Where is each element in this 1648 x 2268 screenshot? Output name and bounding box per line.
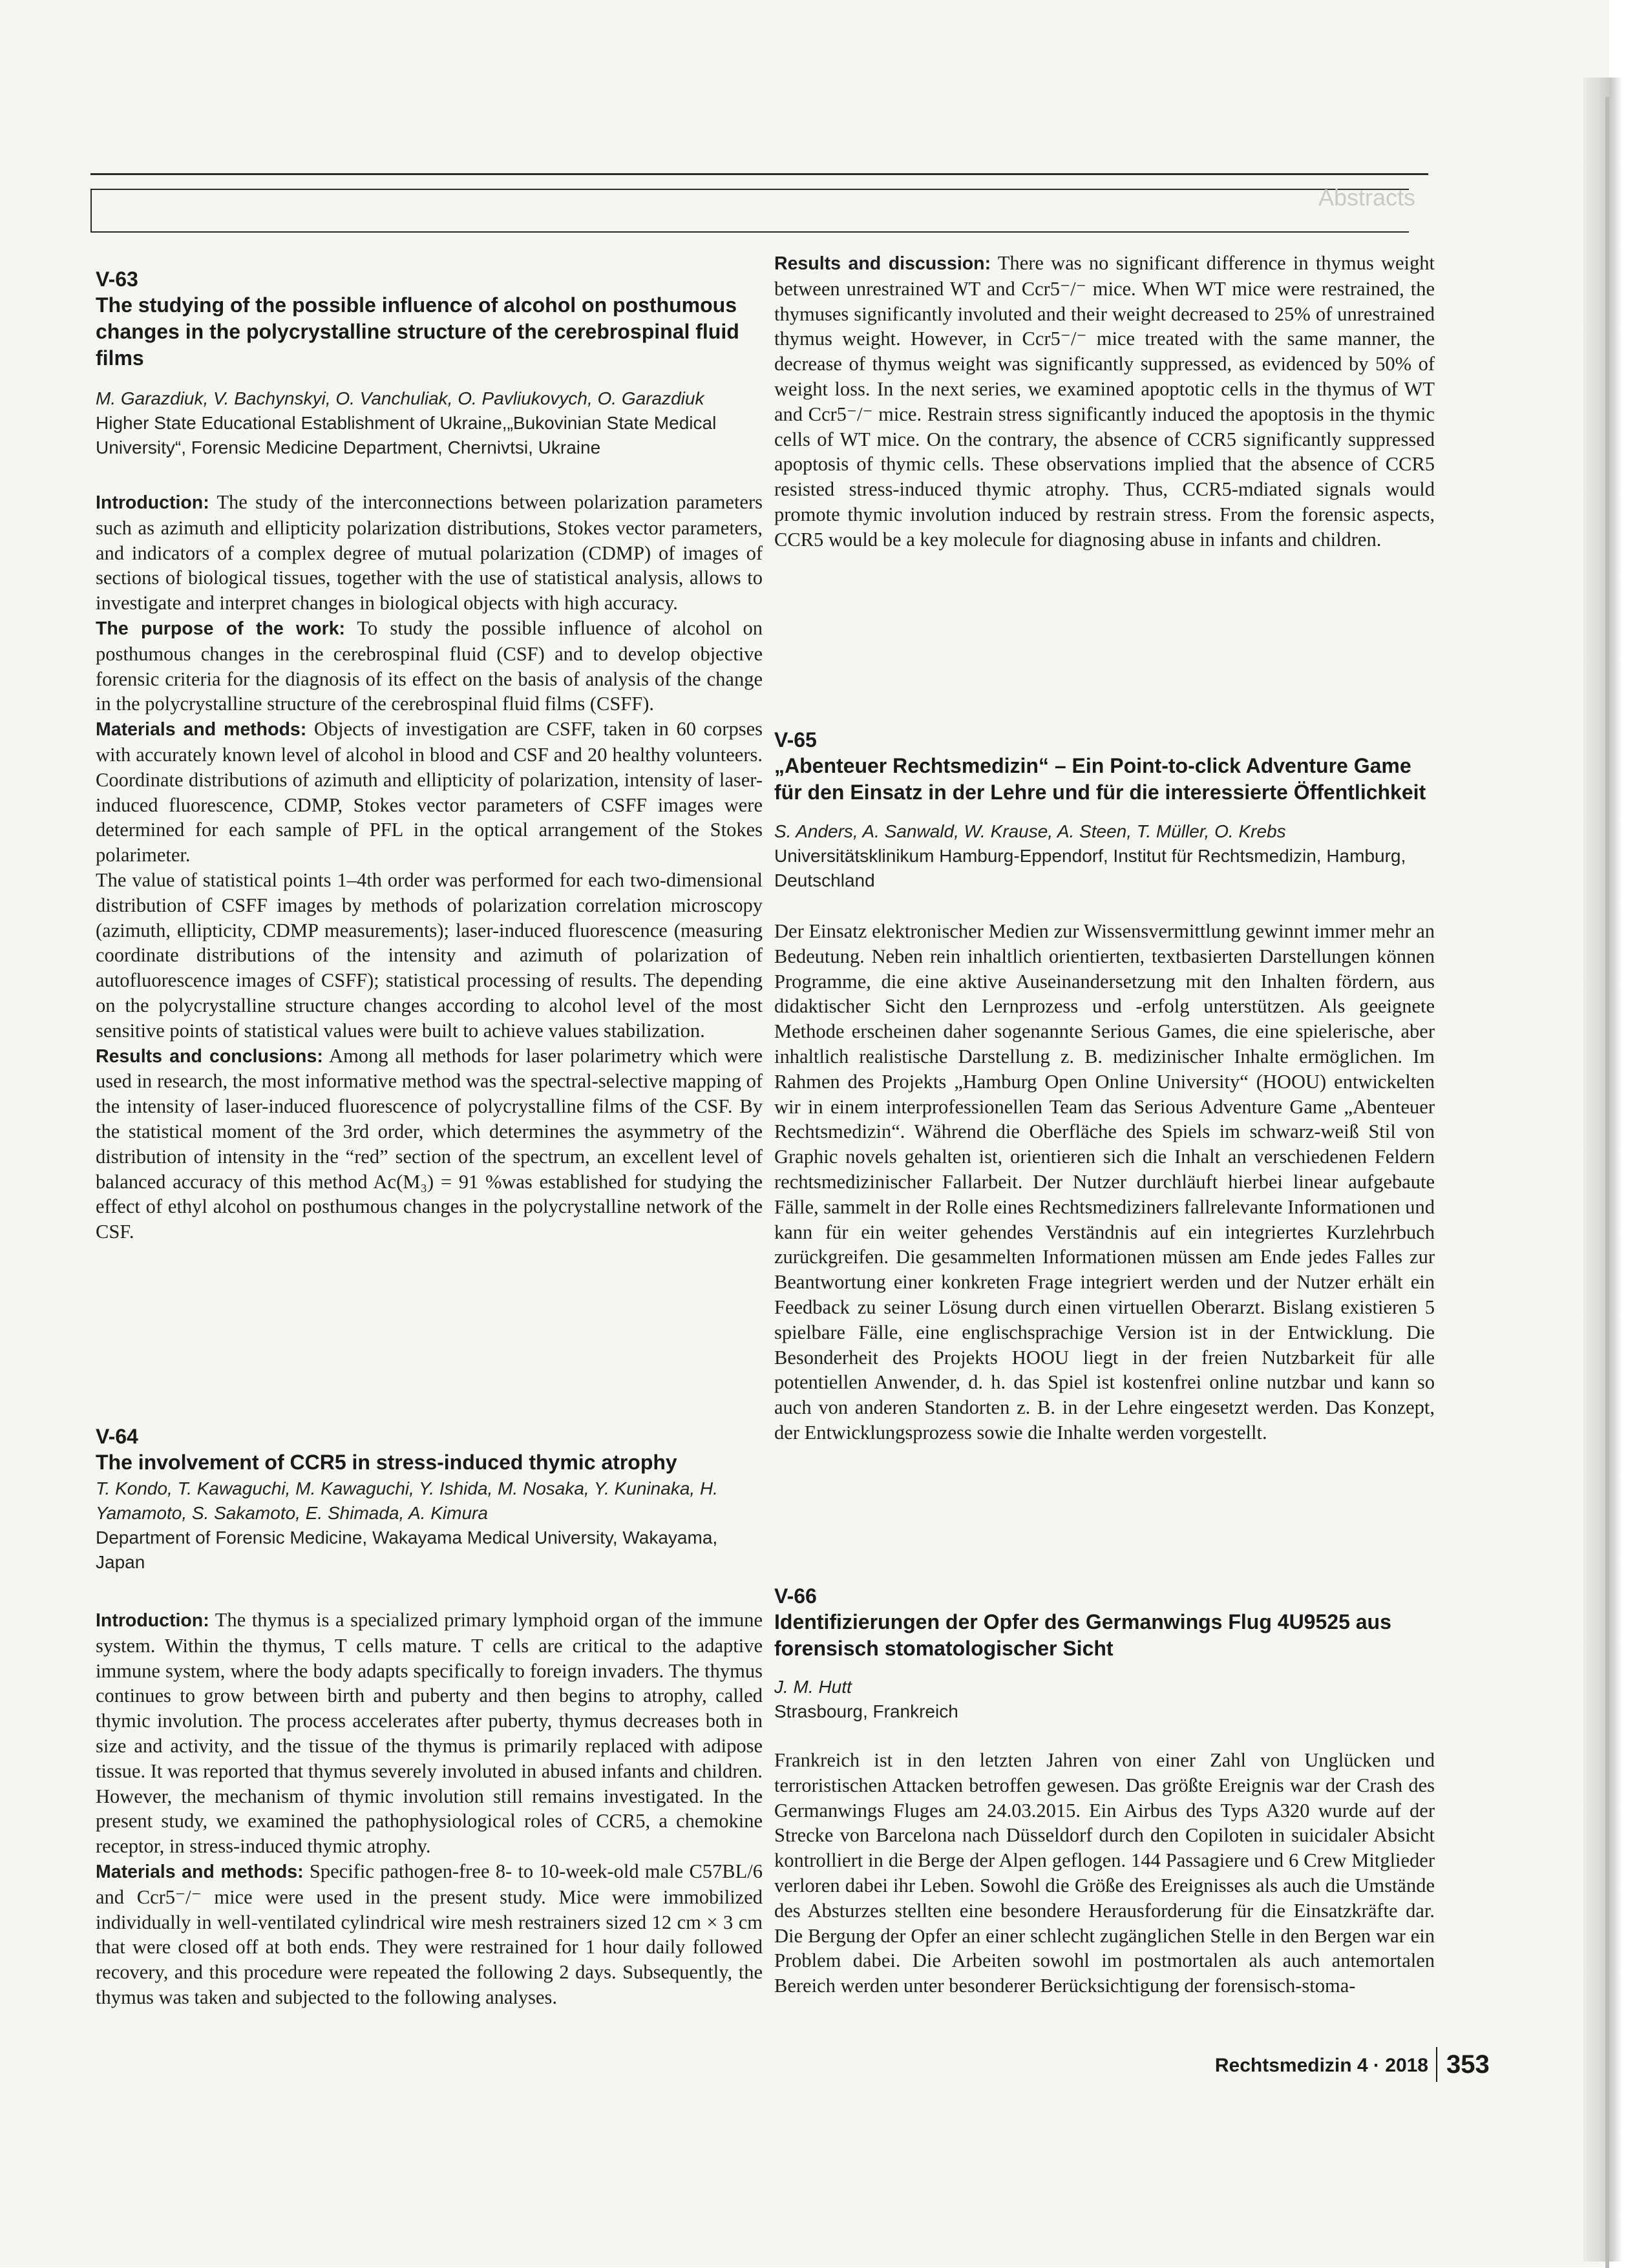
abstract-affiliation: Department of Forensic Medicine, Wakayama Medical University, Wakayama, Japan	[96, 1528, 718, 1572]
abstract-v63-header	[96, 266, 763, 372]
abstract-affiliation: Higher State Educational Establishment of Ukraine,„Bukovinian State Medical University“, Forensic Medicine Department, Chernivtsi, Ukraine	[96, 413, 717, 457]
text-methods: Specific pathogen-free 8- to 10-week-old male C57BL/6 and Ccr5⁻/⁻ mice were used in the present study. Mice were immobilized individually in well-ventilated cylindrical wire mesh restrainers sized 12 cm × 3 cm that were closed off at both ends. They were restrained for 1 hour daily followed recovery, and this procedure were repeated the following 2 days. Subsequently, the thymus was taken and subjected to the following analyses.	[96, 1860, 763, 2008]
abstract-v65-body	[774, 919, 1435, 1445]
paragraph-body: Frankreich ist in den letzten Jahren von einer Zahl von Unglücken und terroristischen Attacken betroffen gewesen. Das größte Ereignis war der Crash des Germanwings Fluges am 24.03.2015. Ein Airbus des Typs A320 wurde auf der Strecke von Barcelona nach Düsseldorf durch den Copiloten in suicidaler Absicht kontrolliert in die Berge der Alpen geflogen. 144 Passagiere und 6 Crew Mitglieder verloren dabei ihr Leben. Sowohl die Größe des Ereignisses als auch die Umstände des Absturzes stellten eine besondere Herausforderung für die Einsatzkräfte dar. Die Bergung der Opfer an einer schlecht zugänglichen Stelle in den Bergen war ein Problem dabei. Die Arbeiten sowohl im postmortalen als auch antemortalen Bereich werden unter besonderer Berücksichtigung der forensisch-stoma-	[774, 1749, 1435, 1997]
abstract-authors: J. M. Hutt	[774, 1677, 852, 1697]
paragraph-body: Der Einsatz elektronischer Medien zur Wissensvermittlung gewinnt immer mehr an Bedeutung. Neben rein inhaltlich orientierten, textbasierten Darstellungen können Programme, die eine aktive Auseinandersetzung mit den Inhalten fördern, aus didaktischer Sicht den Lernprozess und -erfolg unterstützen. Als geeignete Methode erscheinen daher sogenannte Serious Games, die eine spielerische, aber inhaltlich realistische Darstellung z. B. medizinischer Inhalte ermöglichen. Im Rahmen des Projekts „Hamburg Open Online University“ (HOOU) entwickelten wir in einem interprofessionellen Team das Serious Adventure Game „Abenteuer Rechtsmedizin“. Während die Oberfläche des Spiels im schwarz-weiß Stil von Graphic novels gehalten ist, orientieren sich die Inhalt an verschiedenen Feldern rechtsmedizinischer Fallarbeit. Der Nutzer durchläuft hierbei linear aufgebaute Fälle, sammelt in der Rolle eines Rechtsmediziners fallrelevante Informationen und kann für ein weiter gehendes Verständnis auf ein integriertes Kurzlehrbuch zurückgreifen. Die gesammelten Informationen müssen am Ende jedes Falles zur Beantwortung einer konkreten Frage integriert werden und der Nutzer erhält ein Feedback zu seiner Lösung durch einen virtuellen Oberarzt. Bislang existieren 5 spielbare Fälle, eine englischsprachige Version ist in der Entwicklung. Die Besonderheit des Projekts HOOU liegt in der freien Nutzbarkeit für alle potentiellen Anwender, d. h. das Spiel ist kostenfrei online nutzbar und kann so auch von anderen Standorten z. B. in der Lehre eingesetzt werden. Das Konzept, der Entwicklungsprozess sowie die Inhalte werden vorgestellt.	[774, 920, 1435, 1444]
abstract-v63-body	[96, 490, 763, 1244]
abstract-v64-continued	[774, 251, 1435, 552]
abstract-affiliation: Strasbourg, Frankreich	[774, 1701, 958, 1721]
paragraph-results	[96, 1044, 763, 1244]
abstract-v64-body	[96, 1608, 763, 2060]
page-number: 353	[1446, 2050, 1490, 2079]
paragraph-introduction	[96, 1608, 763, 1859]
label-introduction: Introduction:	[96, 1610, 209, 1631]
paragraph-results	[774, 251, 1435, 552]
label-results: Results and conclusions:	[96, 1045, 323, 1067]
paragraph-introduction	[96, 490, 763, 616]
abstract-v66-header	[774, 1583, 1435, 1662]
abstract-code: V-64	[96, 1425, 138, 1448]
abstract-code: V-63	[96, 268, 138, 291]
abstract-v66-meta	[774, 1675, 1435, 1724]
paragraph-methods	[96, 717, 763, 868]
abstract-title: The studying of the possible influence of alcohol on posthumous changes in the polycrystalline structure of the cerebrospinal fluid films	[96, 293, 739, 370]
paragraph-methods	[96, 1859, 763, 2010]
label-purpose: The purpose of the work:	[96, 618, 346, 639]
text-results: Among all methods for laser polarimetry which were used in research, the most informative method was the spectral-selective mapping of the intensity of laser-induced fluorescence of polycrystalline films of the CSF. By the statistical moment of the 3rd order, which determines the asymmetry of the distribution of intensity in the “red” section of the spectrum, an excellent level of balanced accuracy of this method Ac(M₃) = 91 %was established for studying the effect of ethyl alcohol on posthumous changes in the polycrystalline network of the CSF.	[96, 1044, 763, 1243]
abstract-v63-meta	[96, 386, 763, 460]
section-label: Abstracts	[1318, 184, 1415, 211]
abstract-title: The involvement of CCR5 in stress-induced thymic atrophy	[96, 1451, 677, 1474]
abstract-code: V-65	[774, 728, 817, 751]
abstract-v65-header	[774, 727, 1435, 806]
text-introduction: The thymus is a specialized primary lymphoid organ of the immune system. Within the thymus, T cells mature. T cells are critical to the adaptive immune system, where the body adapts specifically to foreign invaders. The thymus continues to grow between birth and puberty and then begins to atrophy, called thymic involution. The process accelerates after puberty, thymus decreases both in size and activity, and the tissue of the thymus is primarily replaced with adipose tissue. It was reported that thymus severely involuted in abused infants and children. However, the mechanism of thymic involution still remains investigated. In the present study, we examined the pathophysiological roles of CCR5, a chemokine receptor, in stress-induced thymic atrophy.	[96, 1609, 763, 1858]
header-box	[90, 189, 1409, 233]
abstract-title: Identifizierungen der Opfer des Germanwings Flug 4U9525 aus forensisch stomatologischer Sicht	[774, 1610, 1391, 1660]
journal-issue: Rechtsmedizin 4 · 2018	[1214, 2055, 1428, 2076]
abstract-title: „Abenteuer Rechtsmedizin“ – Ein Point-to-click Adventure Game für den Einsatz in der Lehre und für die interessierte Öffentlichkeit	[774, 754, 1426, 804]
text-introduction: The study of the interconnections between polarization parameters such as azimuth and ellipticity polarization distributions, Stokes vector parameters, and indicators of a complex degree of mutual polarization (CDMP) of images of sections of biological tissues, together with the use of statistical analysis, allows to investigate and interpret changes in biological objects with high accuracy.	[96, 491, 763, 614]
page-edge-shading	[1583, 78, 1622, 2262]
abstract-authors: S. Anders, A. Sanwald, W. Krause, A. Steen, T. Müller, O. Krebs	[774, 821, 1286, 841]
label-methods: Materials and methods:	[96, 1861, 304, 1882]
abstract-v65-meta	[774, 819, 1435, 893]
abstract-v64-header	[96, 1423, 763, 1476]
paragraph-methods-continued: The value of statistical points 1–4th order was performed for each two-dimensional distribution of CSFF images by methods of polarization correlation microscopy (azimuth, ellipticity, CDMP measurements); laser-induced fluorescence (measuring coordinate distributions of the intensity and azimuth of polarization of autofluorescence images of CSFF); statistical processing of results. The depending on the polycrystalline structure changes according to alcohol level of the most sensitive points of statistical values were built to achieve values stabilization.	[96, 868, 763, 1042]
abstract-code: V-66	[774, 1584, 817, 1608]
abstract-authors: M. Garazdiuk, V. Bachynskyi, O. Vanchuliak, O. Pavliukovych, O. Garazdiuk	[96, 388, 704, 408]
label-methods: Materials and methods:	[96, 719, 307, 740]
text-methods: Objects of investigation are CSFF, taken in 60 corpses with accurately known level of alcohol in blood and CSF and 20 healthy volunteers. Coordinate distributions of azimuth and ellipticity of polarization, intensity of laser-induced fluorescence, CDMP, Stokes vector parameters of CSFF images were determined for each sample of PFL in the optical arrangement of the Stokes polarimeter.	[96, 718, 763, 866]
abstract-affiliation: Universitätsklinikum Hamburg-Eppendorf, Institut für Rechtsmedizin, Hamburg, Deutschland	[774, 846, 1406, 890]
paragraph-purpose	[96, 616, 763, 717]
label-results: Results and discussion:	[774, 253, 991, 274]
label-introduction: Introduction:	[96, 492, 209, 513]
footer-divider	[1436, 2047, 1437, 2082]
header-rule	[90, 173, 1428, 175]
text-purpose: To study the possible influence of alcohol on posthumous changes in the cerebrospinal fluid (CSF) and to develop objective forensic criteria for the diagnosis of its effect on the basis of analysis of the change in the polycrystalline structure of the cerebrospinal fluid films (CSFF).	[96, 616, 763, 715]
abstract-authors: T. Kondo, T. Kawaguchi, M. Kawaguchi, Y. Ishida, M. Nosaka, Y. Kuninaka, H. Yamamoto, S. Sakamoto, E. Shimada, A. Kimura	[96, 1478, 718, 1523]
text-results: There was no significant difference in thymus weight between unrestrained WT and Ccr5⁻/⁻ mice. When WT mice were restrained, the thymuses significantly involuted and their weight decreased to 25% of unrestrained thymus weight. However, in Ccr5⁻/⁻ mice treated with the same manner, the decrease of thymus weight was significantly suppressed, as evidenced by 50% of weight loss. In the next series, we examined apoptotic cells in the thymus of WT and Ccr5⁻/⁻ mice. Restrain stress significantly induced the apoptosis in the thymic cells of WT mice. On the contrary, the absence of CCR5 significantly suppressed apoptosis of thymic cells. These observations implied that the absence of CCR5 resisted stress-induced thymic atrophy. Thus, CCR5-mdiated signals would promote thymic involution induced by restrain stress. From the forensic aspects, CCR5 would be a key molecule for diagnosing abuse in infants and children.	[774, 252, 1435, 551]
abstract-v64-meta	[96, 1476, 763, 1575]
abstract-v66-body	[774, 1748, 1435, 2052]
page-edge-shadow	[1605, 97, 1609, 2268]
